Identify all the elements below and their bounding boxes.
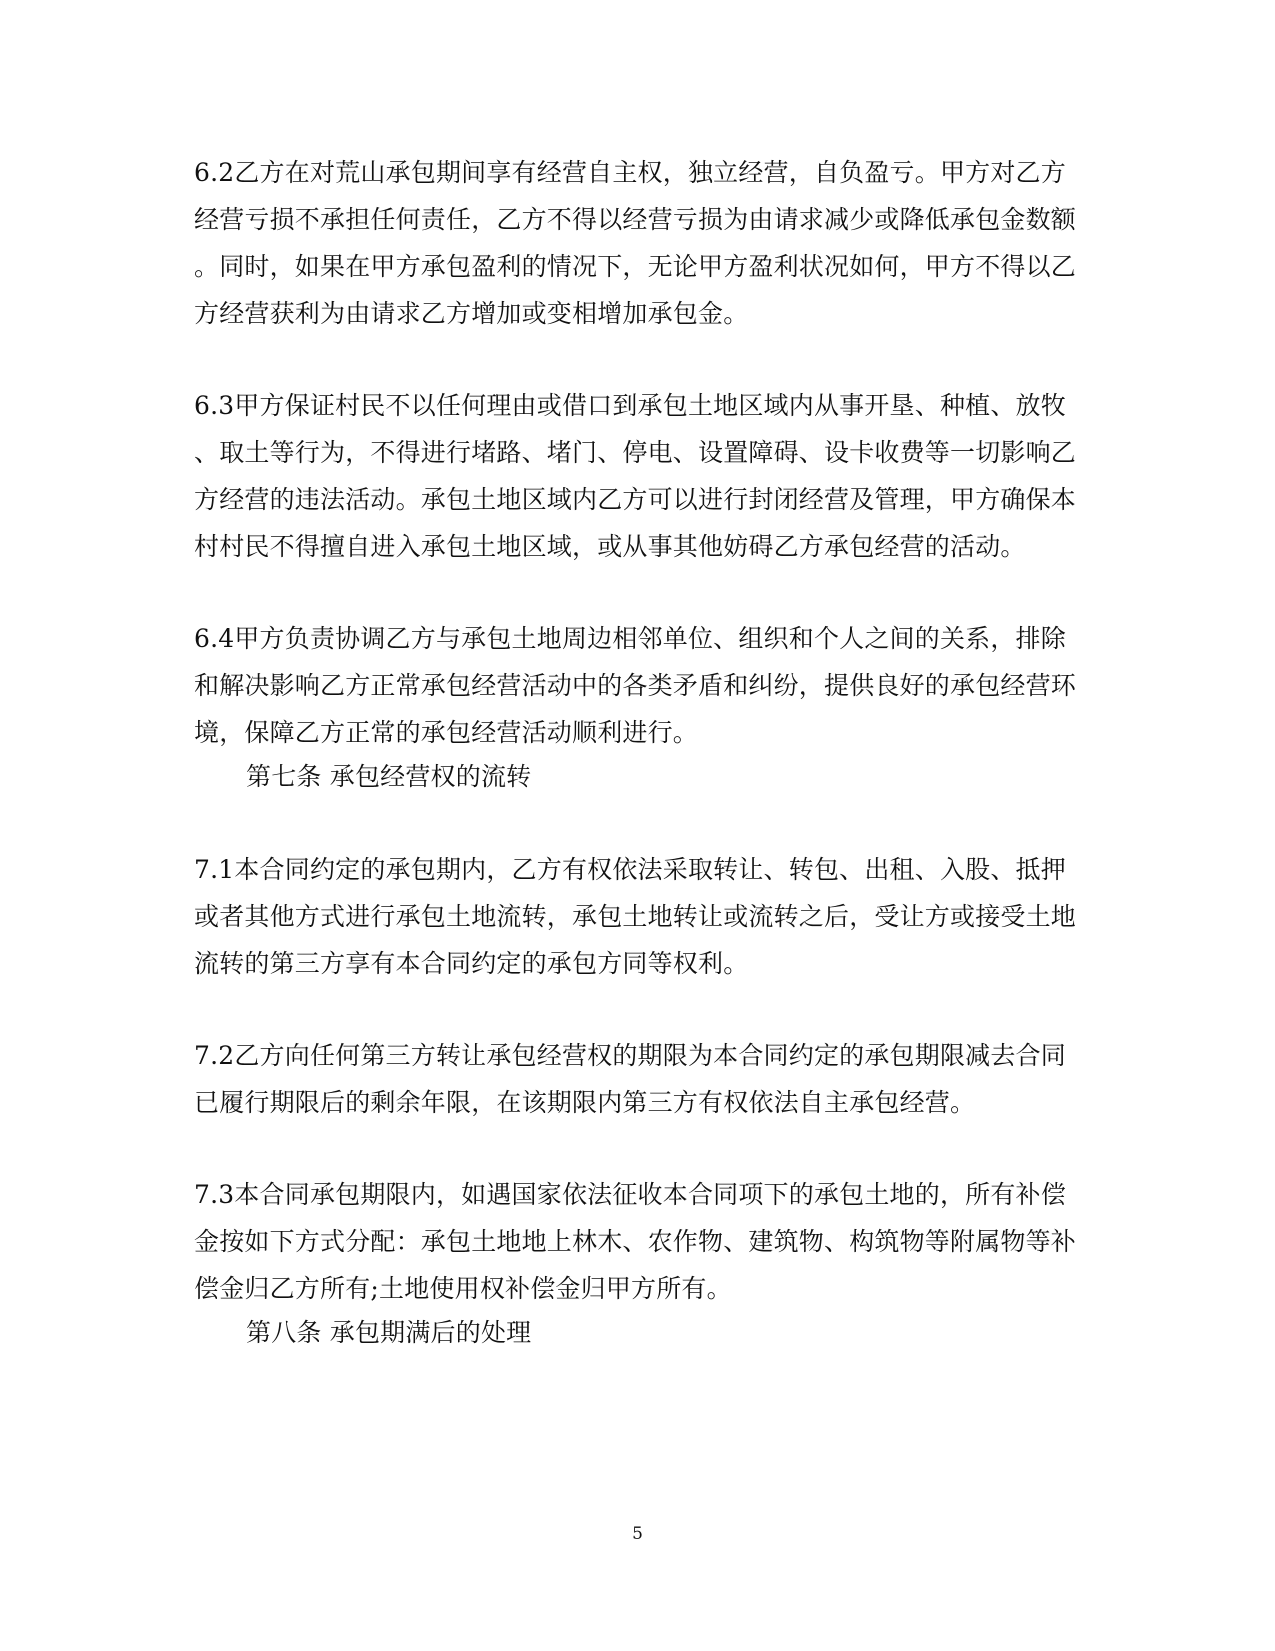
paragraph-7-3-line-1: 7.3本合同承包期限内，如遇国家依法征收本合同项下的承包土地的，所有补偿 [194, 1180, 1066, 1209]
paragraph-6-3-line-4: 村村民不得擅自进入承包土地区域，或从事其他妨碍乙方承包经营的活动。 [194, 532, 1026, 561]
article-8-heading: 第八条 承包期满后的处理 [246, 1318, 532, 1347]
paragraph-6-4-line-1: 6.4甲方负责协调乙方与承包土地周边相邻单位、组织和个人之间的关系，排除 [194, 624, 1066, 653]
paragraph-6-2-line-1: 6.2乙方在对荒山承包期间享有经营自主权，独立经营，自负盈亏。甲方对乙方 [194, 158, 1066, 187]
paragraph-7-1-line-2: 或者其他方式进行承包土地流转，承包土地转让或流转之后，受让方或接受土地 [194, 902, 1077, 931]
paragraph-7-1-line-1: 7.1本合同约定的承包期内，乙方有权依法采取转让、转包、出租、入股、抵押 [194, 855, 1066, 884]
paragraph-6-3-line-3: 方经营的违法活动。承包土地区域内乙方可以进行封闭经营及管理，甲方确保本 [194, 485, 1077, 514]
paragraph-6-3-line-1: 6.3甲方保证村民不以任何理由或借口到承包土地区域内从事开垦、种植、放牧 [194, 391, 1066, 420]
paragraph-6-2-line-4: 方经营获利为由请求乙方增加或变相增加承包金。 [194, 299, 749, 328]
article-7-heading: 第七条 承包经营权的流转 [246, 762, 532, 791]
paragraph-6-2-line-2: 经营亏损不承担任何责任，乙方不得以经营亏损为由请求减少或降低承包金数额 [194, 205, 1077, 234]
paragraph-6-3-line-2: 、取土等行为，不得进行堵路、堵门、停电、设置障碍、设卡收费等一切影响乙 [194, 438, 1077, 467]
paragraph-7-3-line-3: 偿金归乙方所有;土地使用权补偿金归甲方所有。 [194, 1274, 732, 1303]
paragraph-7-2-line-1: 7.2乙方向任何第三方转让承包经营权的期限为本合同约定的承包期限减去合同 [194, 1041, 1066, 1070]
paragraph-7-2-line-2: 已履行期限后的剩余年限，在该期限内第三方有权依法自主承包经营。 [194, 1088, 976, 1117]
paragraph-6-4-line-3: 境，保障乙方正常的承包经营活动顺利进行。 [194, 718, 699, 747]
page-number: 5 [632, 1524, 643, 1544]
paragraph-7-3-line-2: 金按如下方式分配：承包土地地上林木、农作物、建筑物、构筑物等附属物等补 [194, 1227, 1077, 1256]
paragraph-6-4-line-2: 和解决影响乙方正常承包经营活动中的各类矛盾和纠纷，提供良好的承包经营环 [194, 671, 1077, 700]
paragraph-7-1-line-3: 流转的第三方享有本合同约定的承包方同等权利。 [194, 949, 749, 978]
paragraph-6-2-line-3: 。同时，如果在甲方承包盈利的情况下，无论甲方盈利状况如何，甲方不得以乙 [194, 252, 1077, 281]
